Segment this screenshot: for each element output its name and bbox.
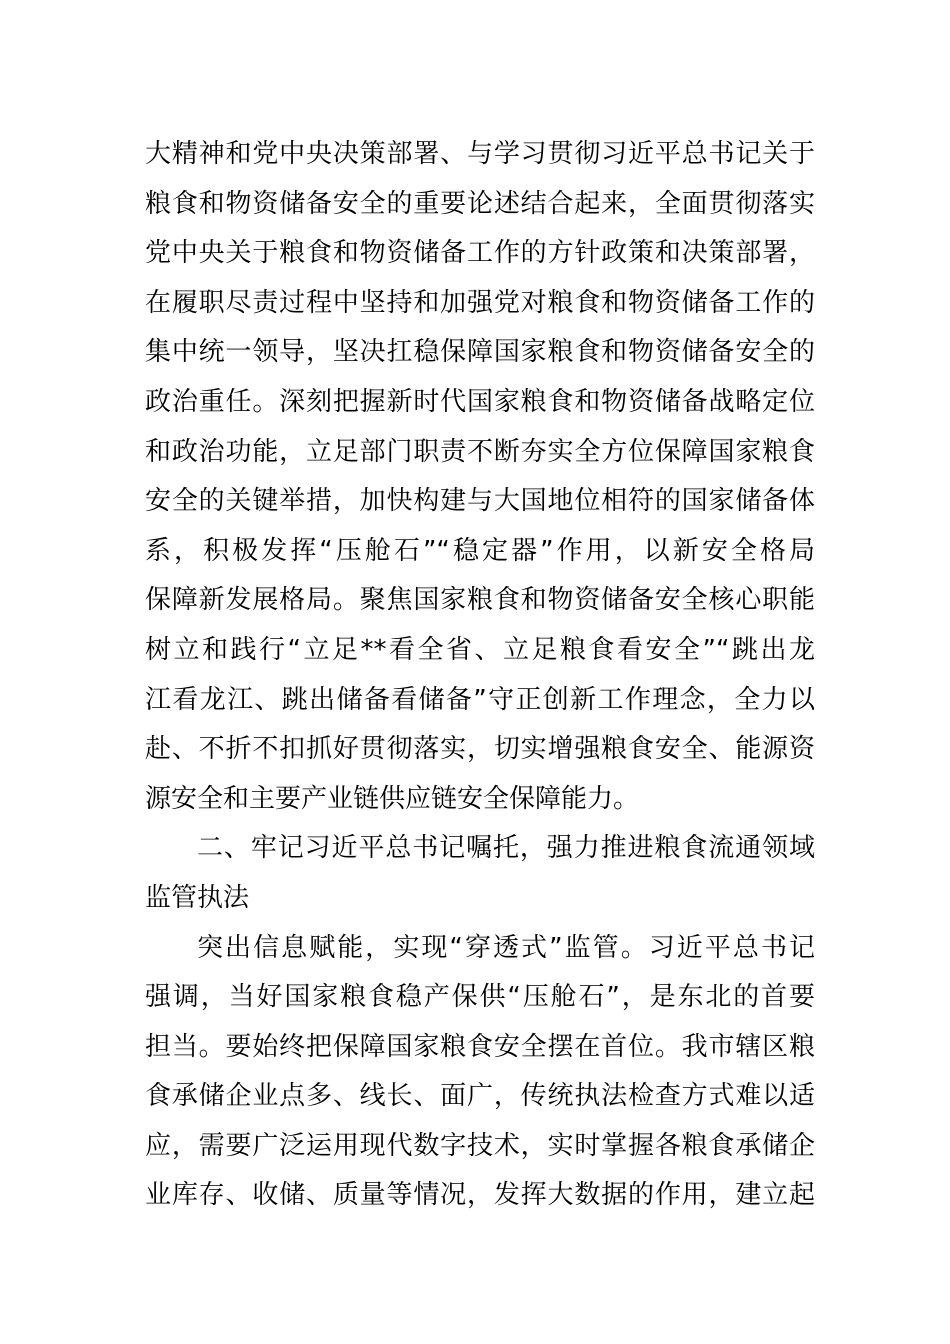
- text-line-12: 江看龙江、跳出储备看储备”守正创新工作理念，全力以: [145, 684, 815, 715]
- text-line-8: 安全的关键举措，加快构建与大国地位相符的国家储备体: [145, 486, 815, 517]
- text-line-19: 担当。要始终把保障国家粮食安全摆在首位。我市辖区粮: [145, 1031, 815, 1062]
- text-line-10: 保障新发展格局。聚焦国家粮食和物资储备安全核心职能: [145, 585, 815, 616]
- text-line-4: 在履职尽责过程中坚持和加强党对粮食和物资储备工作的: [145, 287, 815, 318]
- text-line-11: 树立和践行“立足**看全省、立足粮食看安全”“跳出龙: [145, 634, 815, 665]
- text-line-1: 大精神和党中央决策部署、与学习贯彻习近平总书记关于: [145, 139, 815, 169]
- text-line-2: 粮食和物资储备安全的重要论述结合起来，全面贯彻落实: [145, 188, 815, 219]
- text-line-21: 应，需要广泛运用现代数字技术，实时掌握各粮食承储企: [145, 1130, 815, 1161]
- section-heading-line-2: 监管执法: [145, 882, 250, 913]
- text-line-7: 和政治功能，立足部门职责不断夯实全方位保障国家粮食: [145, 436, 815, 467]
- text-line-17: 突出信息赋能，实现“穿透式”监管。习近平总书记: [197, 932, 815, 963]
- body-text: [145, 130, 815, 1221]
- text-line-3: 党中央关于粮食和物资储备工作的方针政策和决策部署，: [145, 238, 815, 269]
- text-line-9: 系，积极发挥“压舱石”“稳定器”作用，以新安全格局: [145, 535, 815, 566]
- section-heading-line-1: 二、牢记习近平总书记嘱托，强力推进粮食流通领域: [197, 833, 815, 864]
- text-line-22: 业库存、收储、质量等情况，发挥大数据的作用，建立起: [145, 1180, 815, 1211]
- text-line-5: 集中统一领导，坚决扛稳保障国家粮食和物资储备安全的: [145, 337, 815, 368]
- text-line-6: 政治重任。深刻把握新时代国家粮食和物资储备战略定位: [145, 386, 815, 417]
- text-line-14: 源安全和主要产业链供应链安全保障能力。: [145, 783, 640, 814]
- text-line-13: 赴、不折不扣抓好贯彻落实，切实增强粮食安全、能源资: [145, 734, 815, 765]
- text-line-20: 食承储企业点多、线长、面广，传统执法检查方式难以适: [145, 1081, 815, 1112]
- text-line-18: 强调，当好国家粮食稳产保供“压舱石”，是东北的首要: [145, 982, 815, 1013]
